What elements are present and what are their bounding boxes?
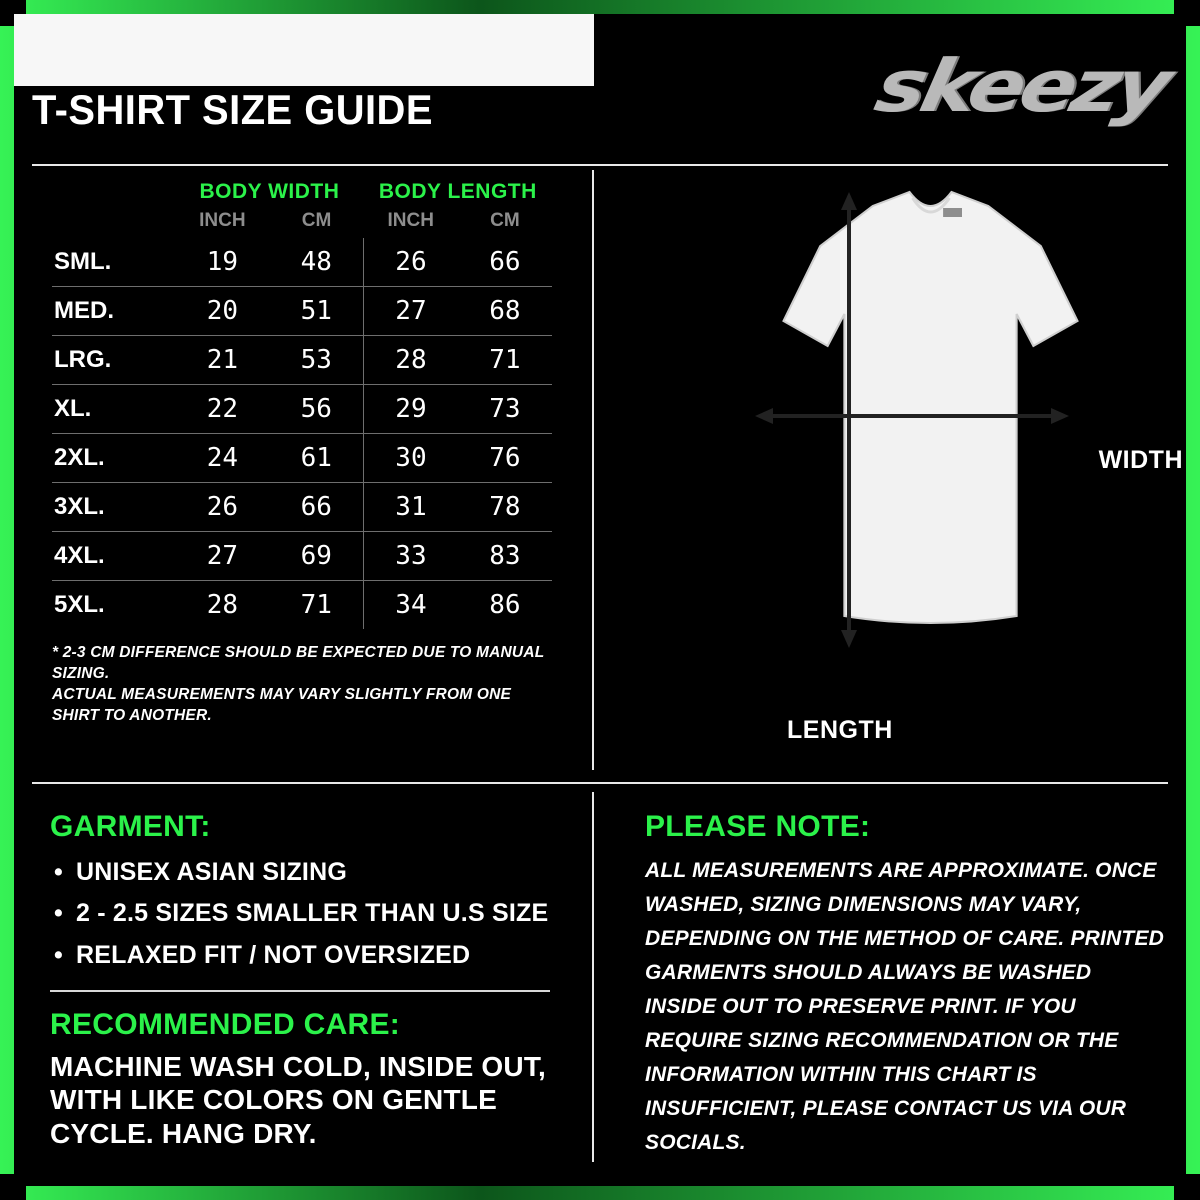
footnote-line-2: ACTUAL MEASUREMENTS MAY VARY SLIGHTLY FROM ONE SHIRT TO ANOTHER. bbox=[52, 685, 512, 724]
table-row bbox=[52, 434, 552, 483]
width-cm-value: 56 bbox=[269, 385, 363, 434]
width-inch-value: 21 bbox=[175, 336, 269, 385]
width-inch-value: 26 bbox=[175, 483, 269, 532]
table-row bbox=[52, 581, 552, 630]
width-inch-value: 24 bbox=[175, 434, 269, 483]
length-cm-value: 86 bbox=[489, 590, 521, 620]
length-cm-value: 73 bbox=[458, 385, 552, 434]
length-inch-value: 31 bbox=[364, 483, 458, 532]
group-header-body-width: BODY WIDTH bbox=[199, 180, 340, 203]
garment-bullet-list bbox=[50, 852, 577, 976]
size-label: XL. bbox=[52, 385, 175, 434]
length-inch-value: 34 bbox=[364, 581, 458, 630]
width-cm-value: 71 bbox=[300, 590, 332, 620]
width-cm-value: 61 bbox=[269, 434, 363, 483]
unit-header-width-cm: CM bbox=[301, 210, 332, 231]
size-label: 5XL. bbox=[54, 591, 105, 618]
length-cm-value: 83 bbox=[458, 532, 552, 581]
note-heading: PLEASE NOTE: bbox=[645, 810, 871, 843]
table-row bbox=[52, 483, 552, 532]
width-inch-value: 19 bbox=[175, 238, 269, 287]
width-cm-value: 66 bbox=[269, 483, 363, 532]
size-label: 2XL. bbox=[52, 434, 175, 483]
unit-header-length-cm: CM bbox=[490, 210, 520, 231]
table-unit-header-row bbox=[52, 210, 552, 238]
table-row bbox=[52, 287, 552, 336]
main-columns bbox=[32, 166, 1183, 744]
width-inch-value: 28 bbox=[206, 590, 239, 620]
size-label: 4XL. bbox=[52, 532, 175, 581]
size-label: 3XL. bbox=[52, 483, 175, 532]
size-label: MED. bbox=[52, 287, 175, 336]
table-footnote bbox=[52, 643, 552, 727]
garment-care-column bbox=[32, 794, 577, 1160]
length-inch-value: 27 bbox=[364, 287, 458, 336]
length-label: LENGTH bbox=[787, 716, 893, 744]
length-cm-value: 76 bbox=[458, 434, 552, 483]
care-text: MACHINE WASH COLD, INSIDE OUT, WITH LIKE COLORS ON GENTLE CYCLE. HANG DRY. bbox=[50, 1050, 547, 1149]
group-header-body-length: BODY LENGTH bbox=[378, 180, 537, 203]
length-cm-value: 71 bbox=[458, 336, 552, 385]
width-cm-value: 53 bbox=[269, 336, 363, 385]
brand-logo: skeezy bbox=[868, 44, 1175, 128]
table-group-header-row bbox=[52, 180, 552, 210]
length-inch-value: 28 bbox=[364, 336, 458, 385]
width-cm-value: 48 bbox=[269, 238, 363, 287]
width-arrow-head-left bbox=[755, 408, 773, 424]
width-cm-value: 51 bbox=[269, 287, 363, 336]
size-label: LRG. bbox=[52, 336, 175, 385]
list-item: • RELAXED FIT / NOT OVERSIZED bbox=[50, 935, 577, 976]
length-arrow-head-top bbox=[841, 192, 857, 210]
width-inch-value: 27 bbox=[175, 532, 269, 581]
size-table-body bbox=[52, 238, 552, 629]
empty-corner-cell bbox=[52, 180, 175, 210]
size-label: SML. bbox=[52, 238, 175, 287]
diagram-column bbox=[577, 166, 1183, 744]
divider-care bbox=[50, 990, 550, 992]
size-table-column bbox=[32, 166, 577, 727]
width-inch-value: 20 bbox=[175, 287, 269, 336]
table-row bbox=[52, 336, 552, 385]
content-area bbox=[14, 14, 1186, 1186]
width-inch-value: 22 bbox=[175, 385, 269, 434]
table-row bbox=[52, 238, 552, 287]
bottom-columns bbox=[32, 794, 1168, 1160]
length-inch-value: 26 bbox=[364, 238, 458, 287]
width-arrow-head-right bbox=[1051, 408, 1069, 424]
main-section bbox=[32, 164, 1183, 744]
empty-unit-cell bbox=[52, 210, 175, 238]
unit-header-width-inch: INCH bbox=[199, 210, 246, 231]
list-item: • UNISEX ASIAN SIZING bbox=[50, 852, 577, 893]
tshirt-illustration bbox=[637, 186, 1177, 706]
length-inch-value: 30 bbox=[364, 434, 458, 483]
unit-header-length-inch: INCH bbox=[387, 210, 434, 231]
tshirt-diagram bbox=[637, 186, 1183, 744]
header bbox=[14, 14, 1186, 154]
footnote-line-1: * 2-3 CM DIFFERENCE SHOULD BE EXPECTED DUE TO MANUAL SIZING. bbox=[52, 644, 545, 682]
length-cm-value: 66 bbox=[458, 238, 552, 287]
size-table bbox=[52, 180, 552, 629]
care-heading: RECOMMENDED CARE: bbox=[50, 1007, 401, 1041]
note-text: ALL MEASUREMENTS ARE APPROXIMATE. ONCE WASHED, SIZING DIMENSIONS MAY VARY, DEPENDING ON THE METHOD OF CARE. PRINTED GARMENTS SHOULD ALWAYS BE WASHED INSIDE OUT TO PRESERVE PRINT. IF YOU REQUIRE SIZING RECOMMENDATION OR THE INFORMATION WITHIN THIS CHART IS INSUFFICIENT, PLEASE CONTACT US VIA OUR SOCIALS. bbox=[645, 859, 1165, 1155]
width-cm-value: 69 bbox=[269, 532, 363, 581]
page-title: T-SHIRT SIZE GUIDE bbox=[32, 86, 433, 133]
vertical-divider-bottom bbox=[592, 792, 594, 1162]
length-inch-value: 29 bbox=[364, 385, 458, 434]
garment-heading: GARMENT: bbox=[50, 810, 211, 843]
table-row bbox=[52, 385, 552, 434]
length-cm-value: 68 bbox=[458, 287, 552, 336]
divider-bottom bbox=[32, 782, 1168, 784]
length-arrow-head-bottom bbox=[841, 630, 857, 648]
width-label: WIDTH bbox=[1098, 446, 1183, 474]
length-cm-value: 78 bbox=[458, 483, 552, 532]
bottom-section bbox=[32, 782, 1168, 1160]
list-item: • 2 - 2.5 SIZES SMALLER THAN U.S SIZE bbox=[50, 893, 577, 934]
note-column bbox=[577, 794, 1168, 1160]
table-row bbox=[52, 532, 552, 581]
length-inch-value: 33 bbox=[364, 532, 458, 581]
